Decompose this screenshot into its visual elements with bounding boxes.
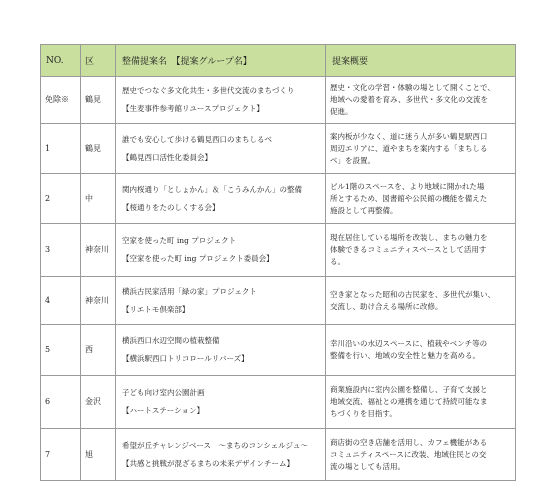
summary-line: 流の場としても活用。 [330, 461, 405, 471]
row-proposal [116, 325, 326, 376]
row-ward: 鶴見 [81, 124, 116, 174]
proposal-table [40, 44, 516, 481]
summary-line: 商業施設内に室内公園を整備し、子育て支援と [330, 385, 488, 394]
row-no: 7 [41, 429, 81, 481]
summary-line: 施設として再整備。 [330, 205, 398, 215]
row-proposal [116, 429, 326, 481]
proposal-title: 歴史でつなぐ多文化共生・多世代交流のまちづくり [122, 86, 295, 95]
row-proposal [116, 174, 326, 224]
row-no: 2 [41, 174, 81, 224]
summary-line: 地域への愛着を育み、多世代・多文化の交流を [330, 95, 488, 104]
row-no: 免除※ [41, 77, 81, 124]
table-row [41, 224, 516, 277]
row-summary [326, 376, 516, 429]
summary-line: 整備を行い、地域の安全性と魅力を高める。 [330, 351, 480, 360]
row-summary [326, 277, 516, 325]
row-ward: 旭 [81, 429, 116, 481]
row-ward: 金沢 [81, 376, 116, 429]
summary-line: る。 [330, 257, 345, 266]
proposal-title: 横浜西口水辺空間の植栽整備 [122, 336, 220, 345]
row-no: 6 [41, 376, 81, 429]
summary-line: 幸川沿いの水辺スペースに、植栽やベンチ等の [330, 339, 488, 348]
row-proposal [116, 277, 326, 325]
table-row [41, 376, 516, 429]
row-summary [326, 429, 516, 481]
row-proposal [116, 224, 326, 277]
table-row [41, 277, 516, 325]
summary-line: 交流し、助け合える場所に改修。 [330, 301, 443, 311]
summary-line: 地域交流、福祉との連携を通じて持続可能なま [330, 397, 488, 406]
row-proposal [116, 376, 326, 429]
summary-line: ちづくりを目指す。 [330, 409, 397, 418]
row-ward: 中 [81, 174, 116, 224]
table-row [41, 174, 516, 224]
summary-line: 促進。 [330, 107, 353, 116]
header-ward: 区 [81, 45, 116, 77]
row-summary [326, 224, 516, 277]
summary-line: コミュニティスペースに改装、地域住民との交 [330, 449, 487, 459]
header-no: NO. [41, 45, 81, 77]
row-ward: 鶴見 [81, 77, 116, 124]
row-no: 5 [41, 325, 81, 376]
proposal-group: 【リエトモ倶楽部】 [122, 304, 190, 314]
summary-line: 周辺エリアに、道やまちを案内する「まちしる [330, 143, 488, 153]
proposal-table-container [40, 44, 516, 481]
row-no: 1 [41, 124, 81, 174]
proposal-title: 空家を使った町 ing プロジェクト [122, 236, 237, 245]
summary-line: 商店街の空き店舗を活用し、カフェ機能がある [330, 437, 488, 447]
proposal-title: 横浜古民家活用「緑の家」プロジェクト [122, 286, 257, 296]
summary-line: 空き家となった昭和の古民家を、多世代が集い、 [330, 289, 495, 299]
proposal-group: 【桜通りをたのしくする会】 [122, 202, 220, 212]
summary-line: 案内板が少なく、道に迷う人が多い鶴見駅西口 [330, 131, 488, 141]
proposal-title: 関内桜通り「としょかん」＆「こうみんかん」の整備 [122, 184, 302, 194]
proposal-group: 【共感と挑戦が混ざるまちの未来デザインチーム】 [122, 458, 294, 468]
proposal-title: 子ども向け室内公園計画 [122, 388, 205, 397]
table-row [41, 77, 516, 124]
row-summary [326, 124, 516, 174]
proposal-group: 【空家を使った町 ing プロジェクト委員会】 [122, 254, 274, 263]
summary-line: 歴史・文化の学習・体験の場として開くことで、 [330, 83, 495, 92]
row-proposal [116, 77, 326, 124]
table-row [41, 325, 516, 376]
proposal-title: 誰でも安心して歩ける鶴見西口のまちしるべ [122, 134, 272, 144]
summary-line: べ」を設置。 [330, 155, 375, 165]
row-proposal [116, 124, 326, 174]
row-summary [326, 77, 516, 124]
table-row [41, 429, 516, 481]
row-ward: 神奈川 [81, 224, 116, 277]
proposal-group: 【鶴見西口活性化委員会】 [122, 152, 212, 162]
row-ward: 西 [81, 325, 116, 376]
summary-line: ビル1階のスペースを、より地域に開かれた場 [330, 181, 485, 191]
proposal-group: 【横浜駅西口トリコロールリバーズ】 [122, 354, 249, 363]
table-row [41, 124, 516, 174]
row-no: 4 [41, 277, 81, 325]
summary-line: 体験できるコミュニティスペースとして活用す [330, 245, 487, 254]
header-summary: 提案概要 [326, 45, 516, 77]
row-summary [326, 325, 516, 376]
header-proposal-name: 整備提案名 【提案グループ名】 [116, 45, 326, 77]
row-no: 3 [41, 224, 81, 277]
row-ward: 神奈川 [81, 277, 116, 325]
proposal-title: 希望が丘チャレンジベース 〜まちのコンシェルジュ〜 [122, 440, 308, 450]
proposal-group: 【生麦事件参考館リユースプロジェクト】 [122, 104, 264, 113]
proposal-group: 【ハートステーション】 [122, 406, 204, 415]
summary-line: 現在居住している場所を改装し、まちの魅力を [330, 233, 488, 242]
summary-line: 所とするため、図書館や公民館の機能を備えた [330, 193, 488, 203]
row-summary [326, 174, 516, 224]
table-header-row [41, 45, 516, 77]
